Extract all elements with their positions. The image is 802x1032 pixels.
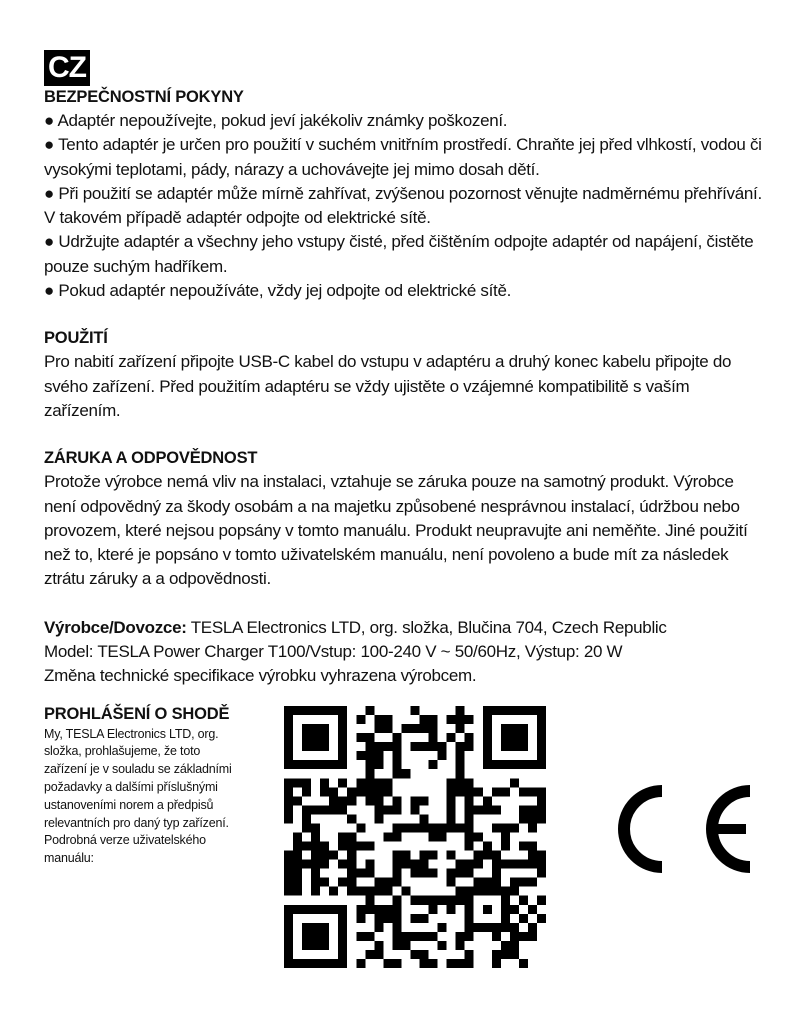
manufacturer-value: TESLA Electronics LTD, org. složka, Blučina 704, Czech Republic (186, 617, 667, 637)
safety-bullet: ● Pokud adaptér nepoužíváte, vždy jej odpojte od elektrické sítě. (44, 281, 512, 301)
qr-code-icon[interactable] (284, 706, 546, 968)
model-line: Model: TESLA Power Charger T100/Vstup: 100-240 V ~ 50/60Hz, Výstup: 20 W (44, 642, 623, 662)
language-badge (44, 50, 764, 86)
usage-section (44, 327, 764, 423)
safety-heading: BEZPEČNOSTNÍ POKYNY (44, 88, 244, 106)
manual-link-label: Podrobná verze uživatelského manuálu: (44, 833, 206, 866)
safety-bullet: ● Udržujte adaptér a všechny jeho vstupy čisté, před čištěním odpojte adaptér od napájení, čistěte pouze suchým hadříkem. (44, 232, 754, 276)
safety-bullet: ● Tento adaptér je určen pro použití v suchém vnitřním prostředí. Chraňte jej před vlhkostí, vodou či vysokými teplotami, pády, nárazy a uchovávejte jej mimo dosah dětí. (44, 135, 762, 179)
safety-section (44, 86, 764, 303)
warranty-text: Protože výrobce nemá vliv na instalaci, vztahuje se záruka pouze na samotný produkt. Výrobce není odpovědný za škody osobám a na majetku způsobené nesprávnou instalací, údržbou nebo provozem, které nejsou popsány v tomto manuálu. Produkt neupravujte ani neměňte. Jiné použití než to, které je popsáno v tomto uživatelském manuálu, není povoleno a bude mít za následek ztrátu záruky a a odpovědnosti. (44, 472, 748, 589)
ce-mark-icon (600, 779, 760, 879)
usage-text: Pro nabití zařízení připojte USB-C kabel do vstupu v adaptéru a druhý konec kabelu připojte do svého zařízení. Před použitím adaptéru se vždy ujistěte o vzájemné kompatibilitě s vaším zařízením. (44, 352, 732, 420)
warranty-heading: ZÁRUKA A ODPOVĚDNOST (44, 449, 258, 468)
safety-bullet: ● Při použití se adaptér může mírně zahřívat, zvýšenou pozornost věnujte nadměrnému přehřívání. V takovém případě adaptér odpojte od elektrické sítě. (44, 183, 762, 228)
manufacturer-section (44, 616, 764, 689)
warranty-section (44, 447, 764, 591)
manual-page (44, 50, 764, 993)
declaration-block (44, 703, 244, 868)
manufacturer-label: Výrobce/Dovozce: (44, 617, 187, 637)
manufacturer-line (44, 616, 764, 640)
declaration-row (44, 703, 764, 993)
safety-bullet: ● Adaptér nepoužívejte, pokud jeví jakékoliv známky poškození. (44, 111, 508, 130)
declaration-text: My, TESLA Electronics LTD, org. složka, prohlašujeme, že toto zařízení je v souladu se základními požadavky a dalšími příslušnými ustanoveními norem a předpisů relevantních pro daný typ zařízení. (44, 726, 232, 830)
usage-heading: POUŽITÍ (44, 329, 108, 348)
specification-note: Změna technické specifikace výrobku vyhrazena výrobcem. (44, 666, 477, 686)
declaration-heading: PROHLÁŠENÍ O SHODĚ (44, 704, 230, 723)
language-badge-label: CZ (44, 50, 90, 86)
